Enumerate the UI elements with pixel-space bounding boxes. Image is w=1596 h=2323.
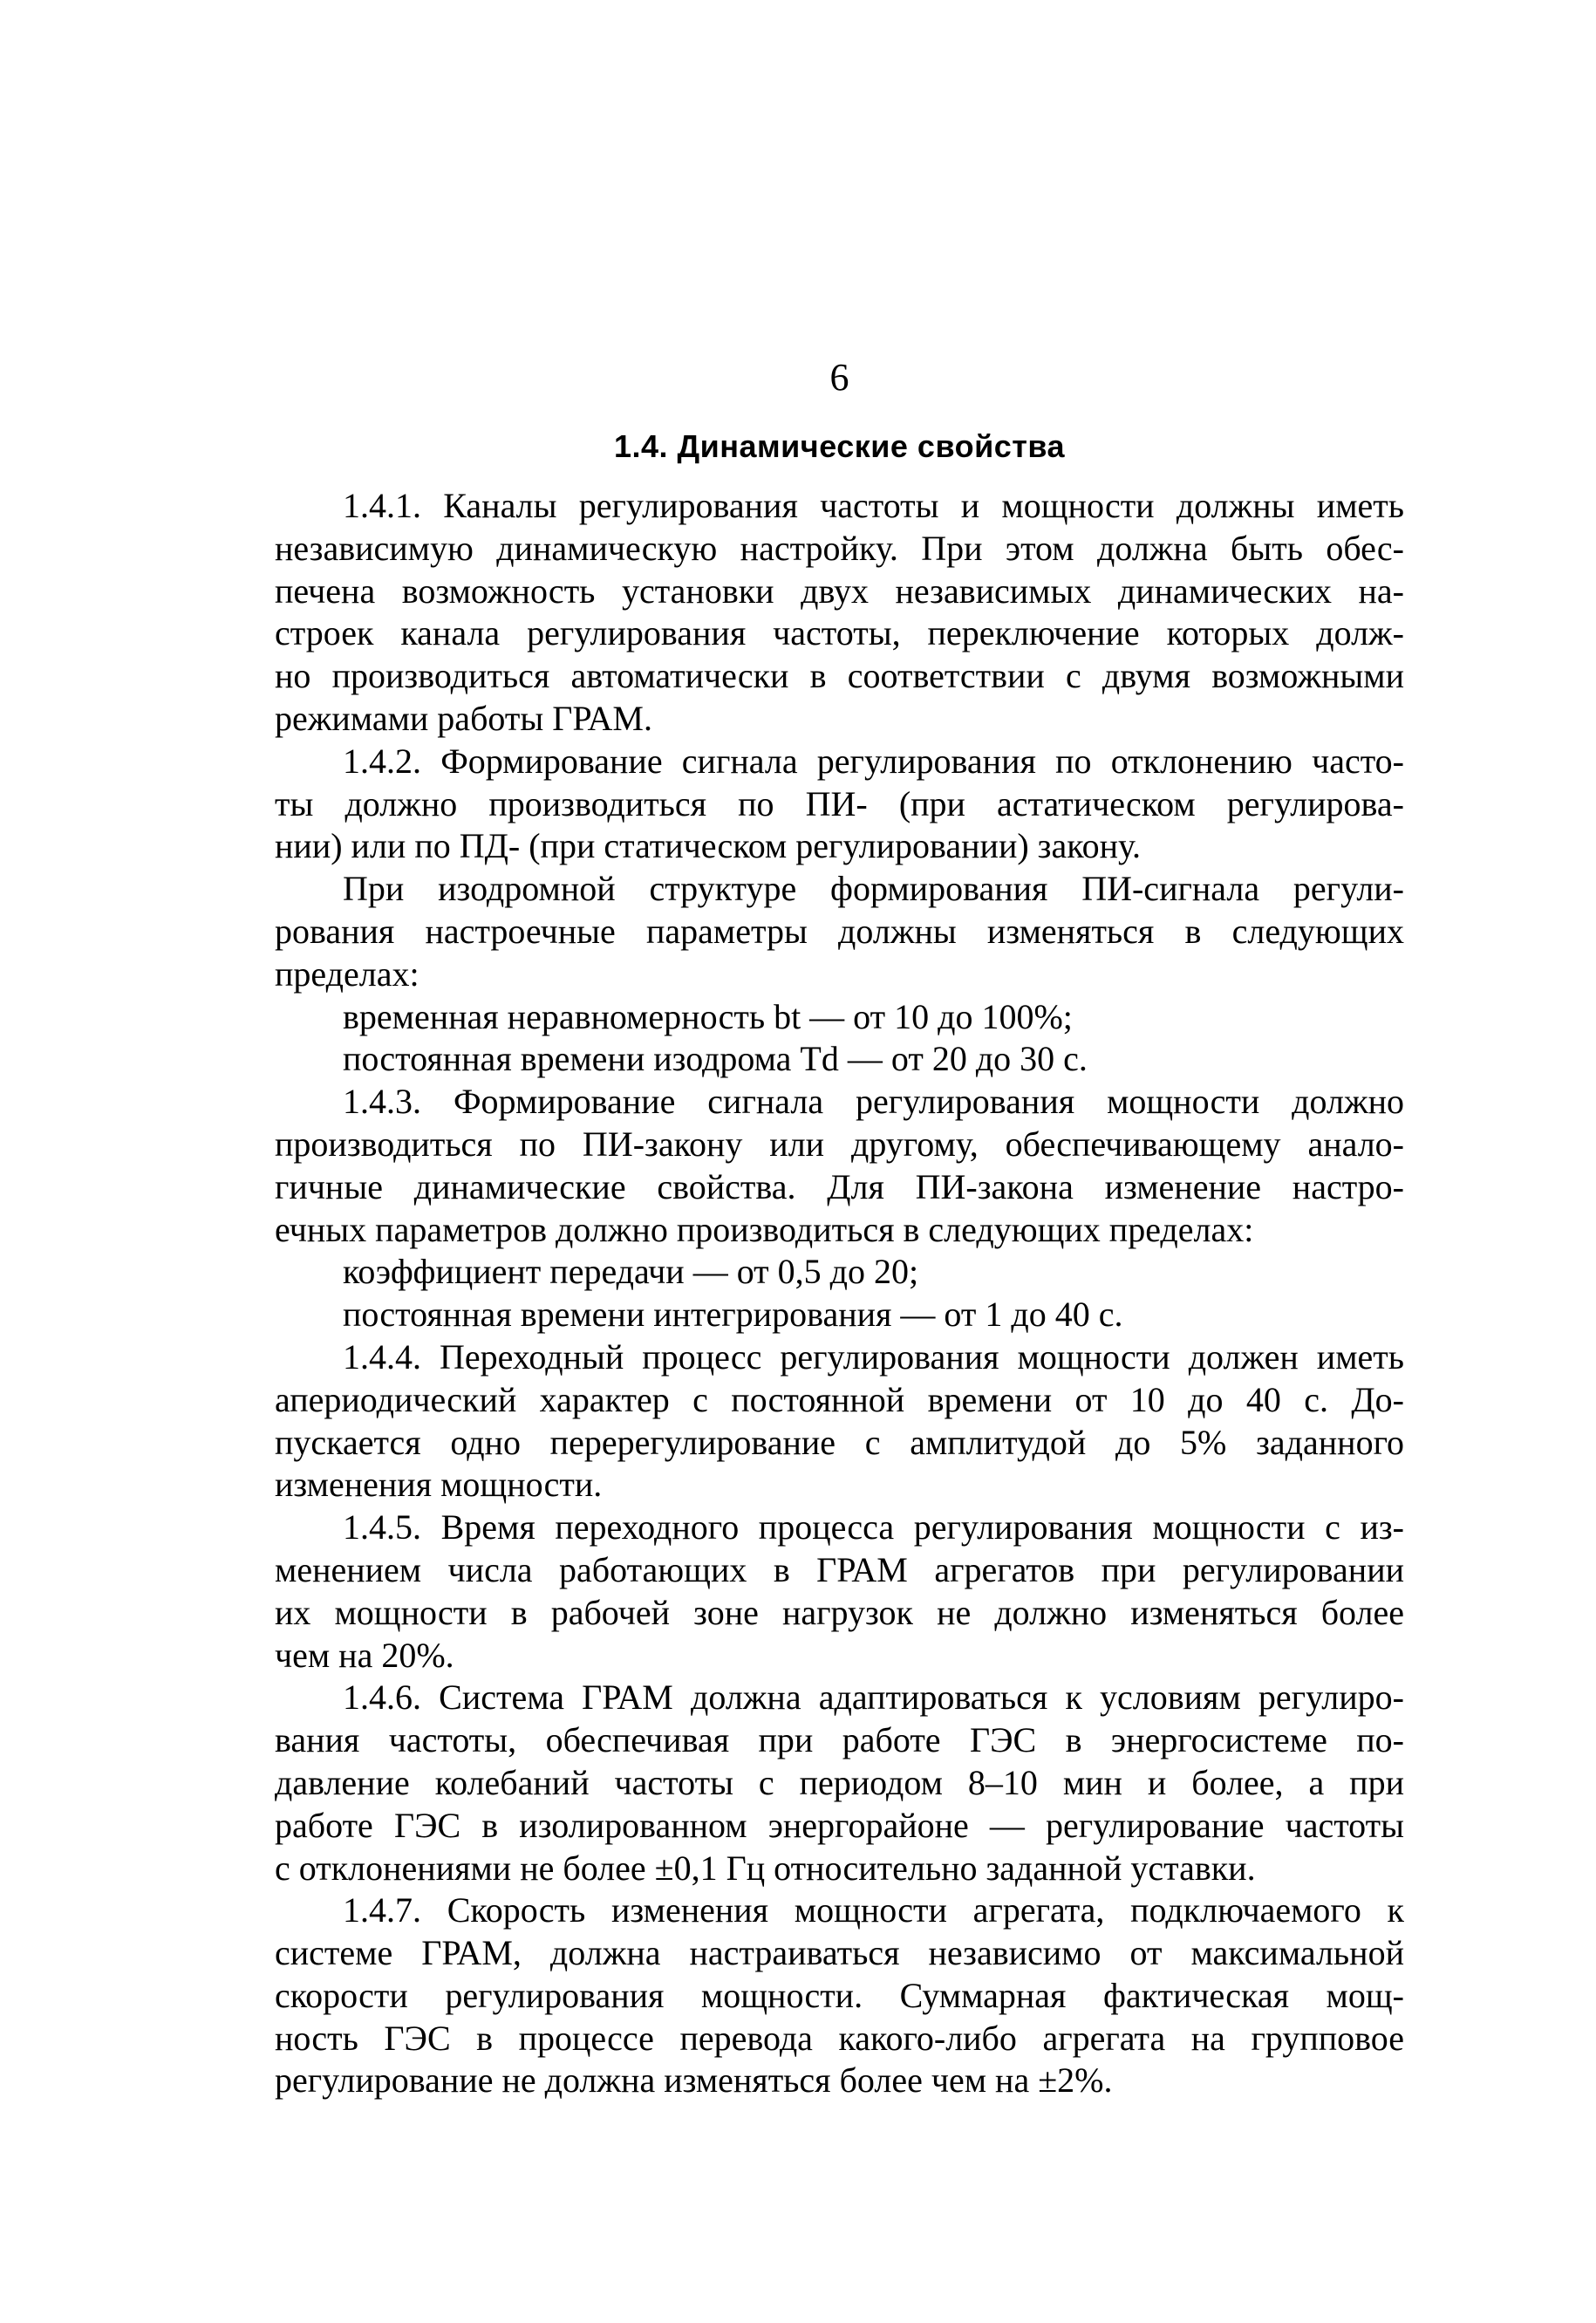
text-line: временная неравномерность bt — от 10 до 100%; — [343, 996, 1073, 1036]
text-line: работе ГЭС в изолированном энергорайоне — регулирование частоты — [275, 1805, 1404, 1845]
paragraph — [275, 996, 1404, 1039]
text-line: изменения мощности. — [275, 1465, 603, 1505]
text-line: 1.4.1. Каналы регулирования частоты и мощности должны иметь — [343, 486, 1404, 525]
text-line: чем на 20%. — [275, 1635, 454, 1675]
text-line: режимами работы ГРАМ. — [275, 698, 652, 738]
text-line: системе ГРАМ, должна настраиваться независимо от максимальной — [275, 1933, 1404, 1973]
text-line: производиться по ПИ-закону или другому, обеспечивающему анало- — [275, 1124, 1404, 1164]
text-line: давление колебаний частоты с периодом 8–10 мин и более, а при — [275, 1762, 1404, 1802]
text-line: ты должно производиться по ПИ- (при астатическом регулирова- — [275, 783, 1404, 823]
text-line: строек канала регулирования частоты, переключение которых долж- — [275, 613, 1404, 653]
paragraph — [275, 1081, 1404, 1251]
text-line: ность ГЭС в процессе перевода какого-либо агрегата на групповое — [275, 2018, 1404, 2058]
paragraph — [275, 1251, 1404, 1294]
text-line: печена возможность установки двух независимых динамических на- — [275, 571, 1404, 611]
text-line: рования настроечные параметры должны изменяться в следующих — [275, 911, 1404, 951]
paragraph — [275, 1038, 1404, 1081]
text-line: пускается одно перерегулирование с амплитудой до 5% заданного — [275, 1422, 1404, 1462]
paragraph — [275, 868, 1404, 995]
text-line: менением числа работающих в ГРАМ агрегатов при регулировании — [275, 1549, 1404, 1589]
text-line: нии) или по ПД- (при статическом регулировании) закону. — [275, 826, 1142, 866]
text-line: ечных параметров должно производиться в следующих пределах: — [275, 1209, 1254, 1249]
document-body — [275, 485, 1404, 2102]
text-line: вания частоты, обеспечивая при работе ГЭС в энергосистеме по- — [275, 1720, 1404, 1760]
section-heading: 1.4. Динамические свойства — [613, 428, 1066, 464]
text-line: 1.4.5. Время переходного процесса регулирования мощности с из- — [343, 1507, 1404, 1548]
text-line: 1.4.4. Переходный процесс регулирования мощности должен иметь — [343, 1336, 1404, 1377]
text-line: но производиться автоматически в соответствии с двумя возможными — [275, 656, 1404, 696]
text-line: коэффициент передачи — от 0,5 до 20; — [343, 1252, 919, 1292]
text-line: 1.4.7. Скорость изменения мощности агрегата, подключаемого к — [343, 1890, 1404, 1930]
paragraph — [275, 741, 1404, 868]
text-line: регулирование не должна изменяться более чем на ±2%. — [275, 2060, 1113, 2101]
text-line: постоянная времени интегрирования — от 1 до 40 с. — [343, 1295, 1123, 1335]
text-line: 1.4.2. Формирование сигнала регулирования по отклонению часто- — [343, 741, 1404, 781]
text-line: постоянная времени изодрома Td — от 20 до 30 с. — [343, 1039, 1088, 1079]
paragraph — [275, 1336, 1404, 1507]
text-line: скорости регулирования мощности. Суммарная фактическая мощ- — [275, 1975, 1404, 2015]
text-line: независимую динамическую настройку. При этом должна быть обес- — [275, 528, 1404, 568]
paragraph — [275, 1889, 1404, 2102]
text-line: с отклонениями не более ±0,1 Гц относительно заданной уставки. — [275, 1848, 1256, 1888]
text-line: гичные динамические свойства. Для ПИ-закона изменение настро- — [275, 1166, 1404, 1206]
text-line: 1.4.6. Система ГРАМ должна адаптироваться к условиям регулиро- — [343, 1677, 1404, 1718]
text-line: апериодический характер с постоянной времени от 10 до 40 с. До- — [275, 1379, 1404, 1419]
page-number: 6 — [829, 356, 849, 399]
paragraph — [275, 1507, 1404, 1677]
text-line: пределах: — [275, 953, 419, 994]
paragraph — [275, 485, 1404, 741]
paragraph — [275, 1677, 1404, 1889]
paragraph — [275, 1294, 1404, 1336]
text-line: 1.4.3. Формирование сигнала регулирования мощности должно — [343, 1082, 1404, 1122]
text-line: При изодромной структуре формирования ПИ-сигнала регули- — [343, 869, 1404, 909]
text-line: их мощности в рабочей зоне нагрузок не должно изменяться более — [275, 1592, 1404, 1632]
